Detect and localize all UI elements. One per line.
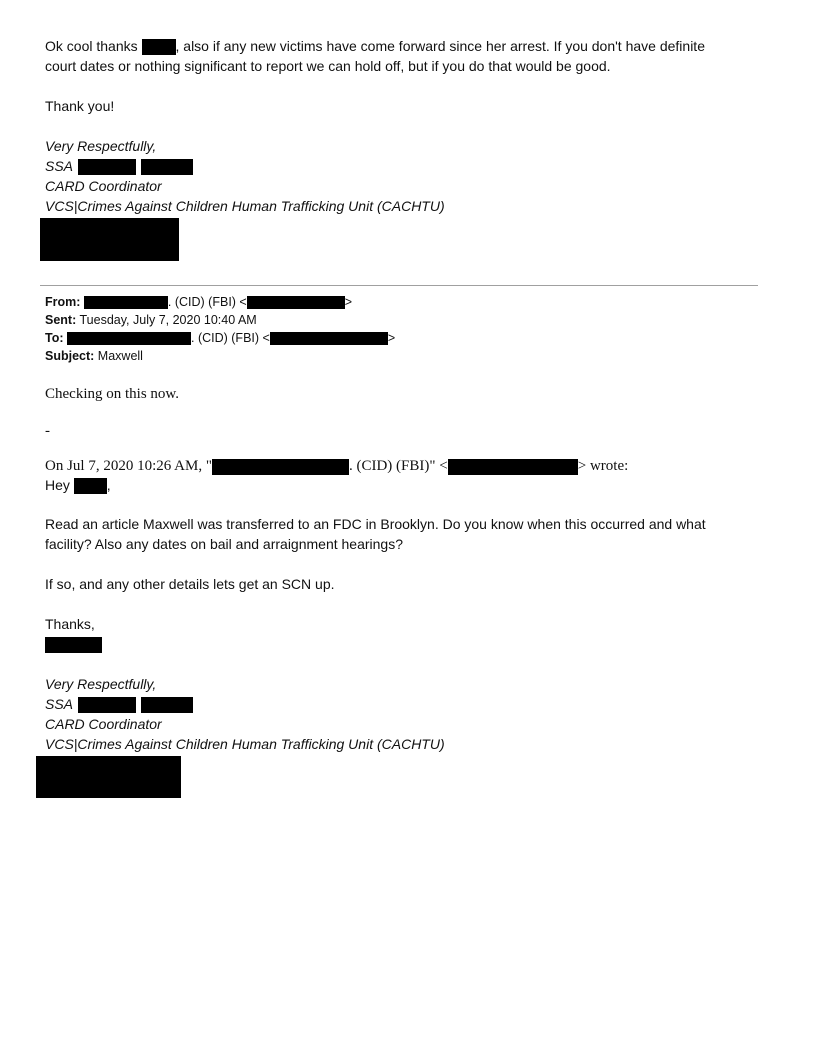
header-sent	[45, 311, 257, 329]
intro-text: . (CID) (FBI)" <	[348, 458, 448, 474]
response-dash	[45, 421, 50, 441]
header-subject	[45, 347, 143, 365]
quoted-greeting	[45, 475, 111, 495]
redaction	[212, 459, 349, 475]
unit-text: VCS|Crimes Against Children Human Trafficking Unit (CACHTU)	[45, 736, 445, 752]
signature-name	[45, 156, 193, 176]
reply-thanks	[45, 96, 114, 116]
redaction	[247, 296, 345, 309]
reply-text: court dates or nothing significant to report we can hold off, but if you do that would be good.	[45, 58, 611, 74]
from-label: From:	[45, 295, 81, 309]
to-text: >	[387, 331, 396, 345]
signature-unit	[45, 734, 445, 754]
redaction	[45, 637, 102, 653]
closing-text: Very Respectfully,	[45, 138, 157, 154]
quoted-intro	[45, 456, 628, 476]
rank-text: SSA	[45, 158, 73, 174]
redaction	[67, 332, 191, 345]
unit-text: VCS|Crimes Against Children Human Trafficking Unit (CACHTU)	[45, 198, 445, 214]
separator-rule	[40, 285, 758, 286]
redaction	[78, 159, 136, 175]
redaction	[84, 296, 168, 309]
body-text: Read an article Maxwell was transferred to an FDC in Brooklyn. Do you know when this occurred and what	[45, 516, 706, 532]
redaction	[270, 332, 388, 345]
checking-text: Checking on this now.	[45, 386, 180, 402]
redaction	[141, 159, 193, 175]
reply-text: Ok cool thanks	[45, 38, 142, 54]
signature-closing	[45, 674, 156, 694]
header-to	[45, 329, 395, 347]
greeting-text: Hey	[45, 477, 74, 493]
sent-value: Tuesday, July 7, 2020 10:40 AM	[79, 313, 257, 327]
response-text	[45, 384, 179, 404]
subject-label: Subject:	[45, 349, 95, 363]
redaction	[141, 697, 193, 713]
from-text: . (CID) (FBI) <	[167, 295, 247, 309]
greeting-text: ,	[106, 477, 111, 493]
reply-line-2	[45, 56, 611, 76]
thanks-text: Thanks,	[45, 616, 95, 632]
quoted-body-3	[45, 574, 335, 594]
to-label: To:	[45, 331, 64, 345]
quoted-thanks	[45, 614, 95, 634]
title-text: CARD Coordinator	[45, 716, 162, 732]
title-text: CARD Coordinator	[45, 178, 162, 194]
reply-line-1	[45, 36, 705, 56]
redaction	[74, 478, 107, 494]
thanks-text: Thank you!	[45, 98, 115, 114]
quoted-body-1	[45, 514, 706, 534]
rank-text: SSA	[45, 696, 73, 712]
signature-name	[45, 694, 193, 714]
signature-closing	[45, 136, 156, 156]
reply-text: , also if any new victims have come forward since her arrest. If you don't have definite	[175, 38, 705, 54]
redaction-block	[36, 756, 181, 798]
redaction	[78, 697, 136, 713]
body-text: facility? Also any dates on bail and arraignment hearings?	[45, 536, 403, 552]
to-text: . (CID) (FBI) <	[191, 331, 270, 345]
header-from	[45, 293, 352, 311]
dash-text: -	[45, 423, 50, 439]
redaction	[448, 459, 578, 475]
quoted-body-2	[45, 534, 403, 554]
from-text: >	[344, 295, 353, 309]
sent-label: Sent:	[45, 313, 77, 327]
subject-value: Maxwell	[97, 349, 143, 363]
intro-text: > wrote:	[577, 458, 629, 474]
redaction	[142, 39, 176, 55]
body-text: If so, and any other details lets get an SCN up.	[45, 576, 335, 592]
signature-unit	[45, 196, 445, 216]
redaction-block	[40, 218, 179, 261]
signature-title	[45, 176, 162, 196]
closing-text: Very Respectfully,	[45, 676, 157, 692]
signature-title	[45, 714, 162, 734]
intro-text: On Jul 7, 2020 10:26 AM, "	[45, 458, 212, 474]
